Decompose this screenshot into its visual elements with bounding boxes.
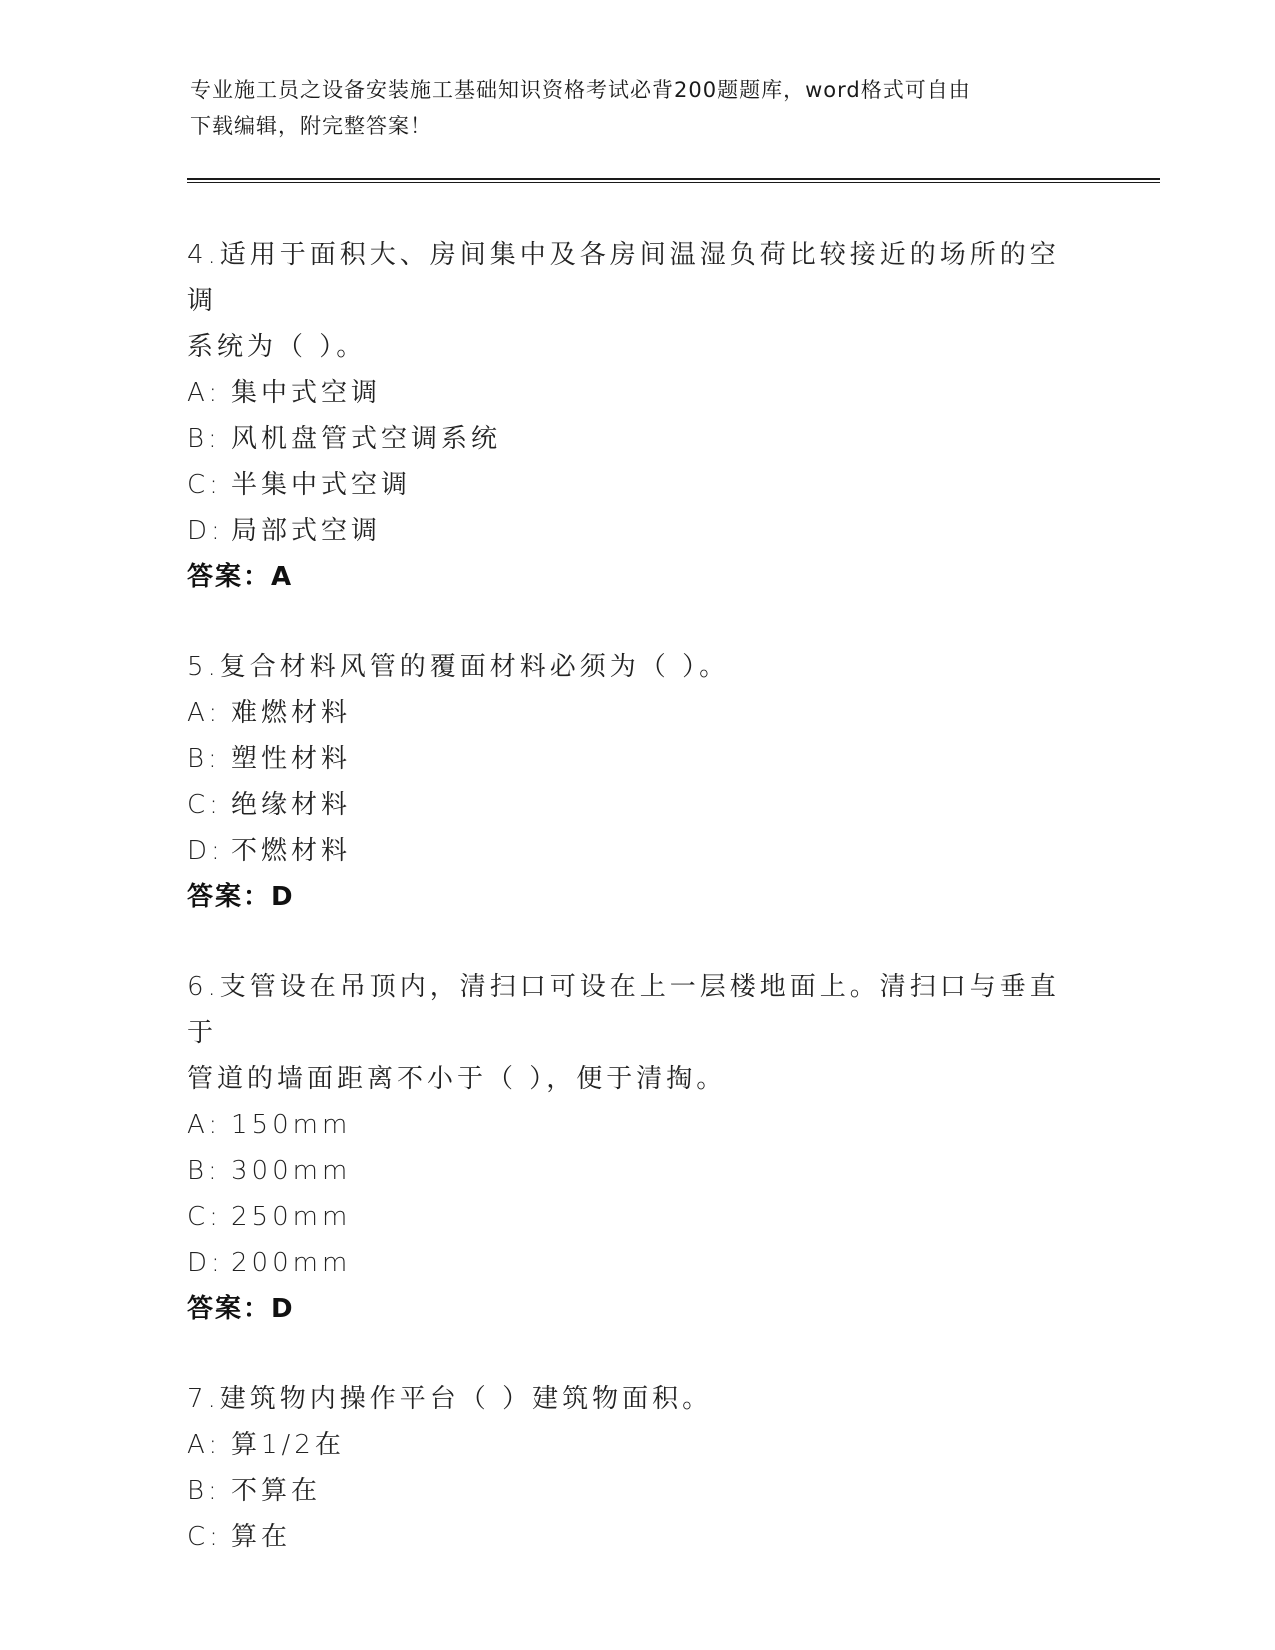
header-title-line-1: 专业施工员之设备安装施工基础知识资格考试必背200题题库，word格式可自由	[190, 78, 971, 102]
question-stem: 6.支管设在吊顶内，清扫口可设在上一层楼地面上。清扫口与垂直于	[187, 972, 1060, 1048]
question-stem-continued: 管道的墙面距离不小于（ ），便于清掏。	[187, 1064, 727, 1094]
option-text: 局部式空调	[231, 516, 382, 546]
option-c	[187, 1514, 1087, 1560]
option-a	[187, 1422, 1087, 1468]
option-text: 算在	[231, 1522, 292, 1552]
header-title-line-2: 下载编辑，附完整答案！	[190, 114, 432, 138]
option-text: 250mm	[231, 1202, 352, 1232]
option-letter: B:	[187, 1476, 221, 1506]
option-b	[187, 736, 1087, 782]
option-letter: A:	[187, 698, 222, 728]
answer-label: 答案：A	[187, 562, 294, 592]
option-text: 算1/2在	[231, 1430, 345, 1460]
option-letter: C:	[187, 470, 222, 500]
option-text: 集中式空调	[231, 378, 382, 408]
option-letter: B:	[187, 424, 221, 454]
option-b	[187, 1468, 1087, 1514]
option-a	[187, 1102, 1087, 1148]
option-text: 不燃材料	[231, 836, 352, 866]
document-header	[190, 72, 1090, 144]
option-letter: A:	[187, 1430, 222, 1460]
option-letter: B:	[187, 1156, 221, 1186]
option-text: 300mm	[231, 1156, 352, 1186]
option-text: 塑性材料	[231, 744, 352, 774]
header-divider	[187, 178, 1160, 183]
option-letter: C:	[187, 1522, 222, 1552]
option-text: 难燃材料	[231, 698, 352, 728]
option-a	[187, 690, 1087, 736]
option-text: 不算在	[231, 1476, 322, 1506]
question-stem-continued: 系统为（ ）。	[187, 332, 367, 362]
option-c	[187, 1194, 1087, 1240]
option-letter: D:	[187, 836, 224, 866]
option-letter: C:	[187, 1202, 222, 1232]
question-6	[187, 964, 1087, 1332]
option-d	[187, 508, 1087, 554]
option-text: 200mm	[231, 1248, 352, 1278]
option-c	[187, 782, 1087, 828]
question-stem: 5.复合材料风管的覆面材料必须为（ ）。	[187, 652, 730, 682]
option-letter: A:	[187, 378, 222, 408]
option-letter: C:	[187, 790, 222, 820]
question-4	[187, 232, 1087, 600]
question-7	[187, 1376, 1087, 1560]
question-list	[187, 232, 1087, 1604]
answer-label: 答案：D	[187, 1294, 295, 1324]
answer-label: 答案：D	[187, 882, 295, 912]
option-b	[187, 416, 1087, 462]
option-letter: A:	[187, 1110, 222, 1140]
option-text: 半集中式空调	[231, 470, 412, 500]
question-stem: 4.适用于面积大、房间集中及各房间温湿负荷比较接近的场所的空调	[187, 240, 1060, 316]
option-d	[187, 1240, 1087, 1286]
option-a	[187, 370, 1087, 416]
option-text: 绝缘材料	[231, 790, 352, 820]
option-b	[187, 1148, 1087, 1194]
option-c	[187, 462, 1087, 508]
question-stem: 7.建筑物内操作平台（ ）建筑物面积。	[187, 1384, 713, 1414]
option-letter: D:	[187, 516, 224, 546]
option-letter: D:	[187, 1248, 224, 1278]
option-letter: B:	[187, 744, 221, 774]
option-d	[187, 828, 1087, 874]
option-text: 150mm	[231, 1110, 352, 1140]
option-text: 风机盘管式空调系统	[231, 424, 502, 454]
question-5	[187, 644, 1087, 920]
